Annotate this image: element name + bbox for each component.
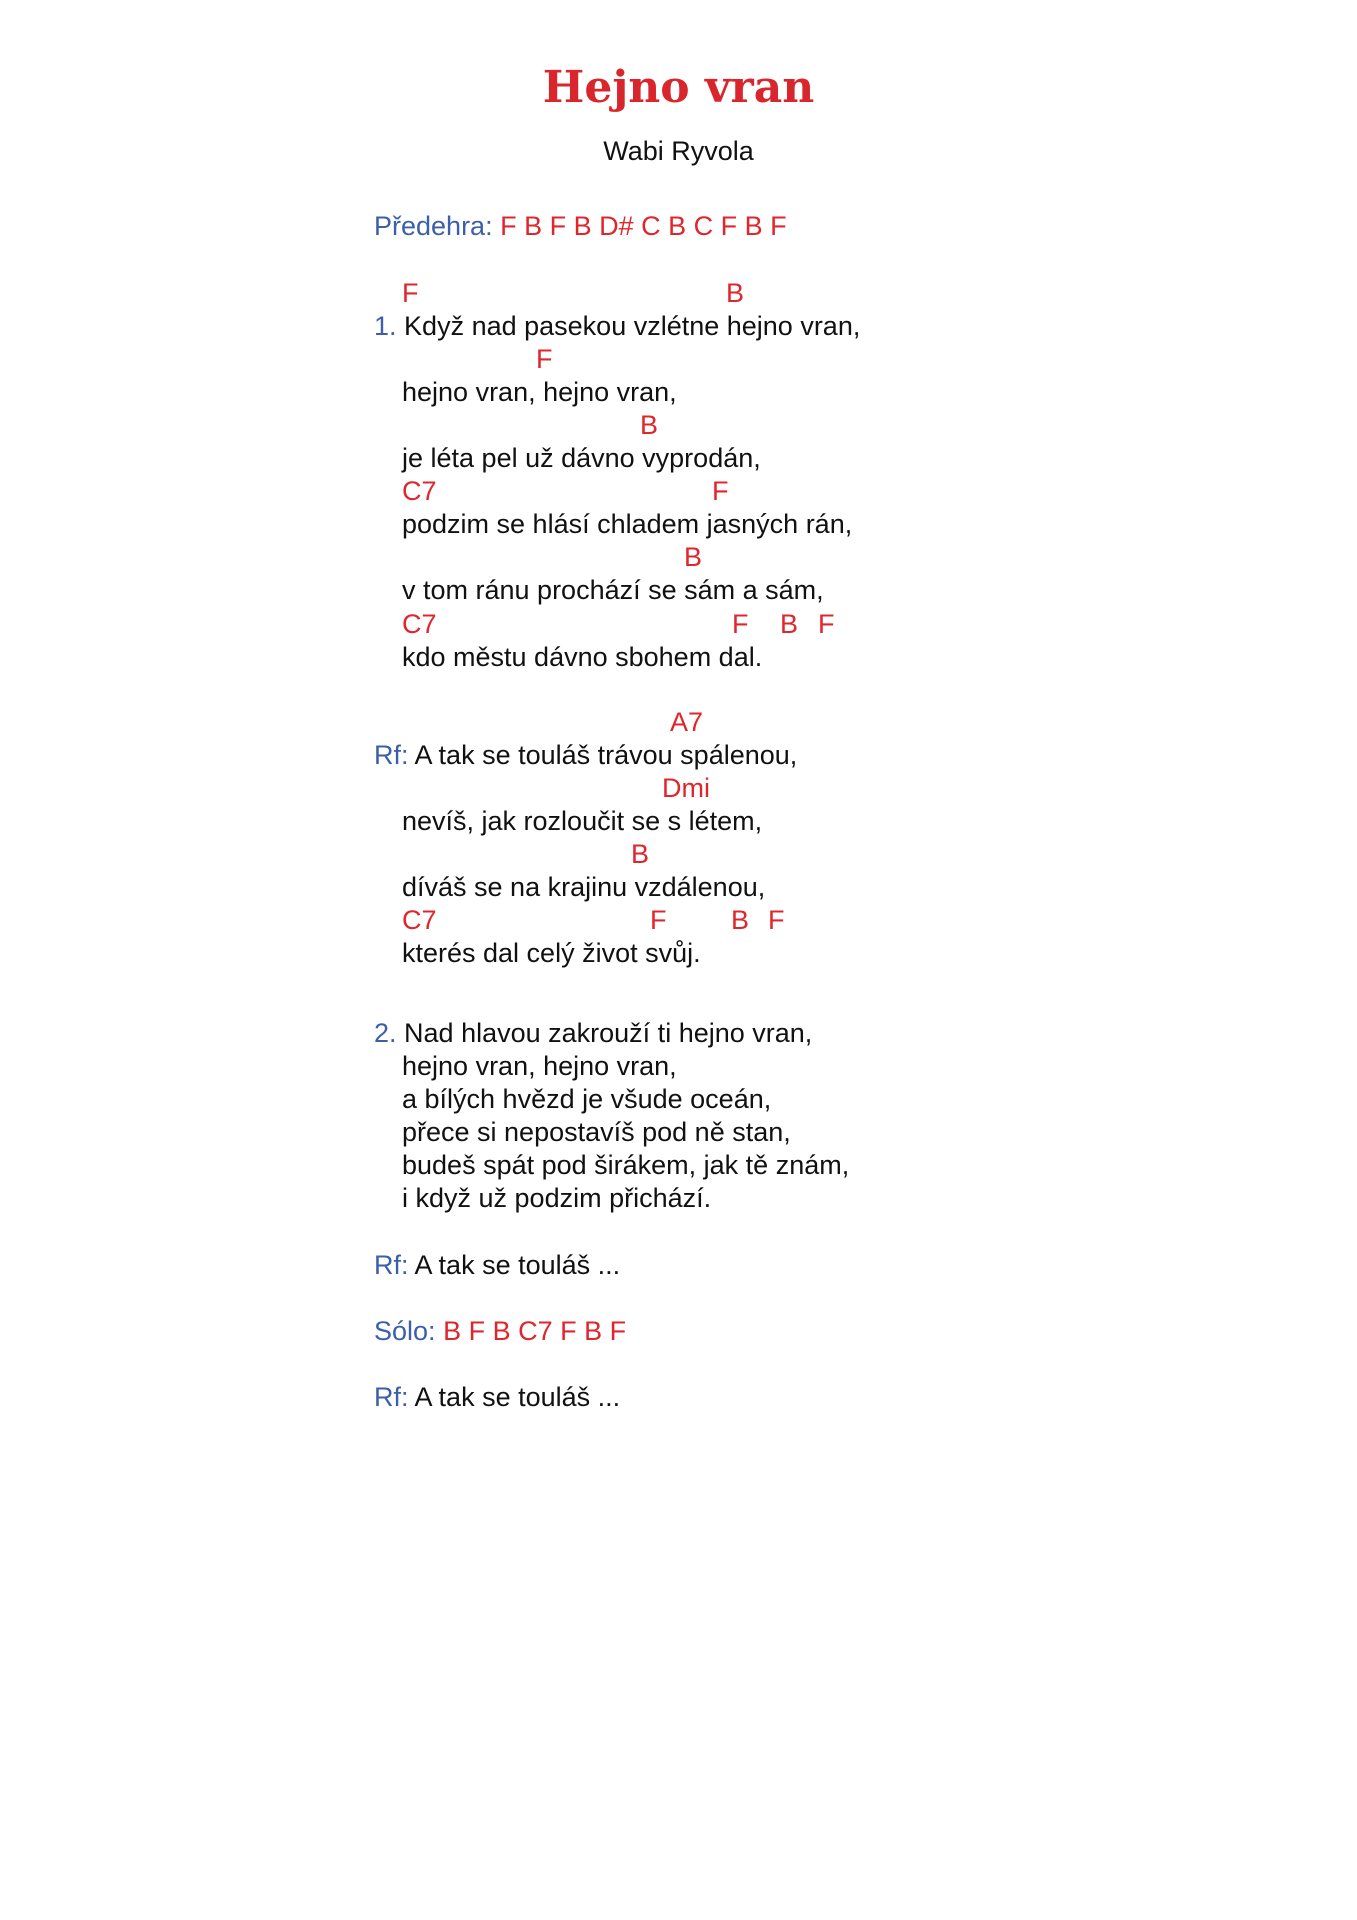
- refrain-text: A tak se touláš ...: [414, 1382, 621, 1412]
- verse2-number: 2.: [374, 1018, 397, 1048]
- solo-line: [374, 1318, 626, 1345]
- chord: B: [780, 609, 799, 639]
- song-author: Wabi Ryvola: [603, 136, 754, 166]
- chord: B: [731, 905, 750, 935]
- lyric-line: Nad hlavou zakrouží ti hejno vran,: [404, 1018, 813, 1048]
- refrain-label: Rf:: [374, 740, 409, 770]
- lyric-line: nevíš, jak rozloučit se s létem,: [402, 806, 763, 836]
- chord: F: [536, 344, 553, 374]
- chord: B: [726, 278, 745, 308]
- verse2-line: [374, 1020, 812, 1047]
- verse1-number: 1.: [374, 311, 397, 341]
- song-title: Hejno vran: [542, 62, 815, 113]
- lyric-line: Když nad pasekou vzlétne hejno vran,: [404, 311, 861, 341]
- lyric-line: hejno vran, hejno vran,: [402, 377, 677, 407]
- lyric-line: je léta pel už dávno vyprodán,: [402, 443, 761, 473]
- solo-chords: B F B C7 F B F: [443, 1316, 627, 1346]
- lyric-line: díváš se na krajinu vzdálenou,: [402, 872, 766, 902]
- refrain-label: Rf:: [374, 1250, 409, 1280]
- refrain-text: A tak se touláš ...: [414, 1250, 621, 1280]
- chord: C7: [402, 609, 437, 639]
- lyric-line: A tak se touláš trávou spálenou,: [414, 740, 798, 770]
- chord: F: [768, 905, 785, 935]
- chord: F: [712, 476, 729, 506]
- chord: Dmi: [662, 773, 710, 803]
- intro-label: Předehra:: [374, 211, 493, 241]
- lyric-line: přece si nepostavíš pod ně stan,: [402, 1117, 791, 1147]
- chord: F: [650, 905, 667, 935]
- lyric-line: kterés dal celý život svůj.: [402, 938, 701, 968]
- refrain-label: Rf:: [374, 1382, 409, 1412]
- chord: F: [402, 278, 419, 308]
- refrain-repeat-1: [374, 1252, 620, 1279]
- lyric-line: hejno vran, hejno vran,: [402, 1051, 677, 1081]
- chord: A7: [670, 707, 704, 737]
- lyric-line: v tom ránu prochází se sám a sám,: [402, 575, 824, 605]
- chord: B: [640, 410, 659, 440]
- chord: F: [818, 609, 835, 639]
- lyric-line: i když už podzim přichází.: [402, 1183, 712, 1213]
- lyric-line: a bílých hvězd je všude oceán,: [402, 1084, 772, 1114]
- chord: C7: [402, 476, 437, 506]
- chord: C7: [402, 905, 437, 935]
- verse1-line: [374, 313, 860, 340]
- solo-label: Sólo:: [374, 1316, 436, 1346]
- intro-chords: F B F B D# C B C F B F: [500, 211, 787, 241]
- refrain-repeat-2: [374, 1384, 620, 1411]
- chord: B: [684, 542, 703, 572]
- refrain-line: [374, 742, 797, 769]
- chord: F: [732, 609, 749, 639]
- lyric-line: podzim se hlásí chladem jasných rán,: [402, 509, 853, 539]
- intro-line: [374, 213, 787, 240]
- lyric-line: budeš spát pod širákem, jak tě znám,: [402, 1150, 850, 1180]
- lyric-line: kdo městu dávno sbohem dal.: [402, 642, 763, 672]
- chord: B: [631, 839, 650, 869]
